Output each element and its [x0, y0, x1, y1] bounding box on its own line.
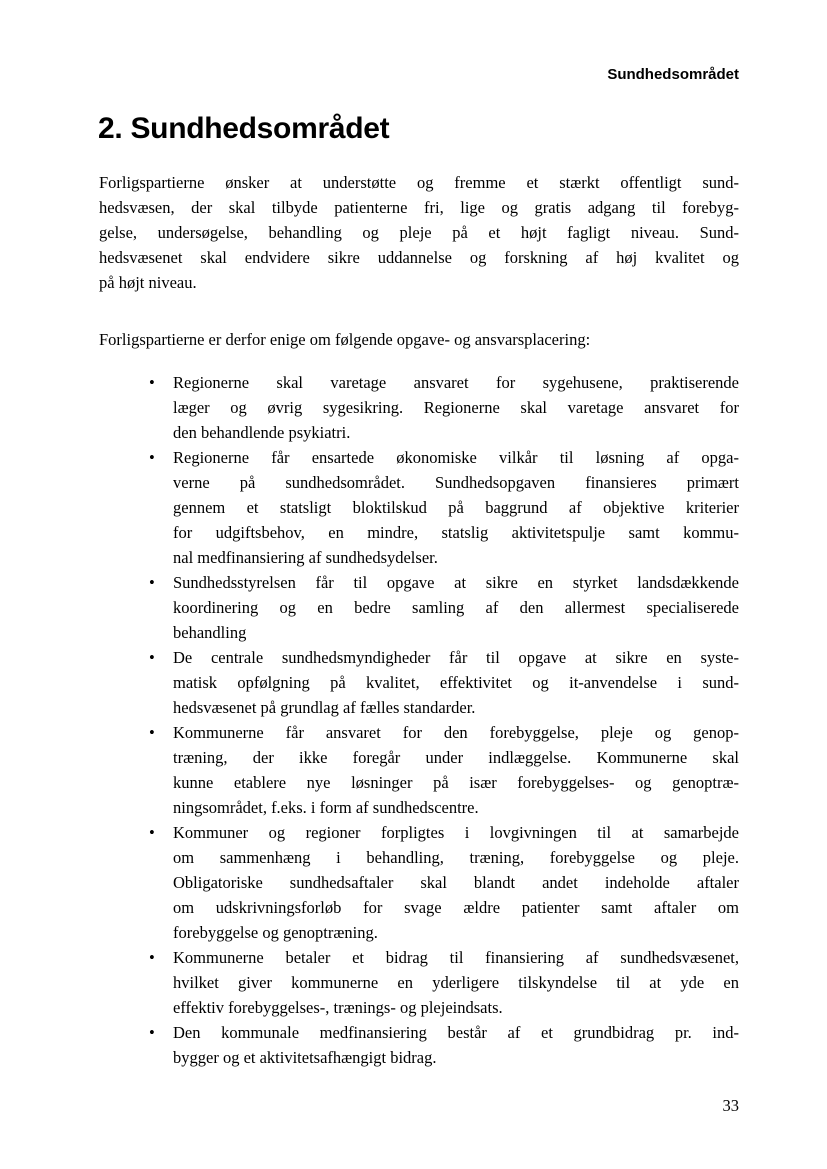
text-line: behandling	[173, 623, 247, 642]
bullet-text	[173, 720, 739, 820]
text-line: hvilket giver kommunerne en yderligere tilskyndelse til at yde en	[173, 973, 739, 992]
bullet-item	[99, 720, 739, 820]
lead-in-paragraph	[99, 327, 739, 352]
text-line: om udskrivningsforløb for svage ældre patienter samt aftaler om	[173, 898, 739, 917]
bullet-item	[99, 945, 739, 1020]
text-line: gelse, undersøgelse, behandling og pleje på et højt fagligt niveau. Sund-	[99, 223, 739, 242]
text-line: for udgiftsbehov, en mindre, statslig aktivitetspulje samt kommu-	[173, 523, 739, 542]
bullet-text	[173, 370, 739, 445]
bullet-marker-icon: •	[149, 1023, 155, 1042]
text-line: gennem et statsligt bloktilskud på baggrund af objektive kriterier	[173, 498, 739, 517]
text-line: nal medfinansiering af sundhedsydelser.	[173, 548, 438, 567]
bullet-item	[99, 645, 739, 720]
body-text	[99, 170, 739, 1070]
bullet-item	[99, 570, 739, 645]
running-header-title: Sundhedsområdet	[607, 66, 739, 83]
text-line: Obligatoriske sundhedsaftaler skal blandt andet indeholde aftaler	[173, 873, 739, 892]
text-line: effektiv forebyggelses-, trænings- og plejeindsats.	[173, 998, 503, 1017]
bullet-text	[173, 445, 739, 570]
text-line: om sammenhæng i behandling, træning, forebyggelse og pleje.	[173, 848, 739, 867]
bullet-item	[99, 445, 739, 570]
bullet-list	[99, 370, 739, 1070]
bullet-marker-icon: •	[149, 723, 155, 742]
text-line: De centrale sundhedsmyndigheder får til opgave at sikre en syste-	[173, 648, 739, 667]
text-line: hedsvæsenet skal endvidere sikre uddannelse og forskning af høj kvalitet og	[99, 248, 739, 267]
text-line: matisk opfølgning på kvalitet, effektivitet og it-anvendelse i sund-	[173, 673, 739, 692]
section-title: 2. Sundhedsområdet	[98, 112, 390, 145]
bullet-marker-icon: •	[149, 373, 155, 392]
bullet-marker-icon: •	[149, 648, 155, 667]
text-line: forebyggelse og genoptræning.	[173, 923, 378, 942]
intro-paragraph	[99, 170, 739, 295]
text-line: Regionerne skal varetage ansvaret for sygehusene, praktiserende	[173, 373, 739, 392]
bullet-text	[173, 945, 739, 1020]
text-line: hedsvæsen, der skal tilbyde patienterne fri, lige og gratis adgang til forebyg-	[99, 198, 739, 217]
text-line: kunne etablere nye løsninger på især forebyggelses- og genoptræ-	[173, 773, 739, 792]
bullet-text	[173, 1020, 739, 1070]
text-line: Kommuner og regioner forpligtes i lovgivningen til at samarbejde	[173, 823, 739, 842]
text-line: Forligspartierne ønsker at understøtte og fremme et stærkt offentligt sund-	[99, 173, 739, 192]
text-line: den behandlende psykiatri.	[173, 423, 351, 442]
bullet-text	[173, 820, 739, 945]
text-line: koordinering og en bedre samling af den allermest specialiserede	[173, 598, 739, 617]
text-line: bygger og et aktivitetsafhængigt bidrag.	[173, 1048, 437, 1067]
text-line: træning, der ikke foregår under indlæggelse. Kommunerne skal	[173, 748, 739, 767]
bullet-marker-icon: •	[149, 448, 155, 467]
text-line: Forligspartierne er derfor enige om følgende opgave- og ansvarsplacering:	[99, 330, 591, 349]
bullet-marker-icon: •	[149, 948, 155, 967]
text-line: hedsvæsenet på grundlag af fælles standarder.	[173, 698, 476, 717]
text-line: Kommunerne betaler et bidrag til finansiering af sundhedsvæsenet,	[173, 948, 739, 967]
text-line: Den kommunale medfinansiering består af et grundbidrag pr. ind-	[173, 1023, 739, 1042]
text-line: Sundhedsstyrelsen får til opgave at sikre en styrket landsdækkende	[173, 573, 739, 592]
text-line: Regionerne får ensartede økonomiske vilkår til løsning af opga-	[173, 448, 739, 467]
text-line: verne på sundhedsområdet. Sundhedsopgaven finansieres primært	[173, 473, 739, 492]
bullet-marker-icon: •	[149, 823, 155, 842]
text-line: Kommunerne får ansvaret for den forebyggelse, pleje og genop-	[173, 723, 739, 742]
bullet-item	[99, 370, 739, 445]
text-line: læger og øvrig sygesikring. Regionerne skal varetage ansvaret for	[173, 398, 739, 417]
text-line: ningsområdet, f.eks. i form af sundhedscentre.	[173, 798, 479, 817]
bullet-item	[99, 820, 739, 945]
bullet-text	[173, 570, 739, 645]
bullet-marker-icon: •	[149, 573, 155, 592]
bullet-text	[173, 645, 739, 720]
text-line: på højt niveau.	[99, 273, 197, 292]
bullet-item	[99, 1020, 739, 1070]
page-number: 33	[722, 1096, 739, 1115]
